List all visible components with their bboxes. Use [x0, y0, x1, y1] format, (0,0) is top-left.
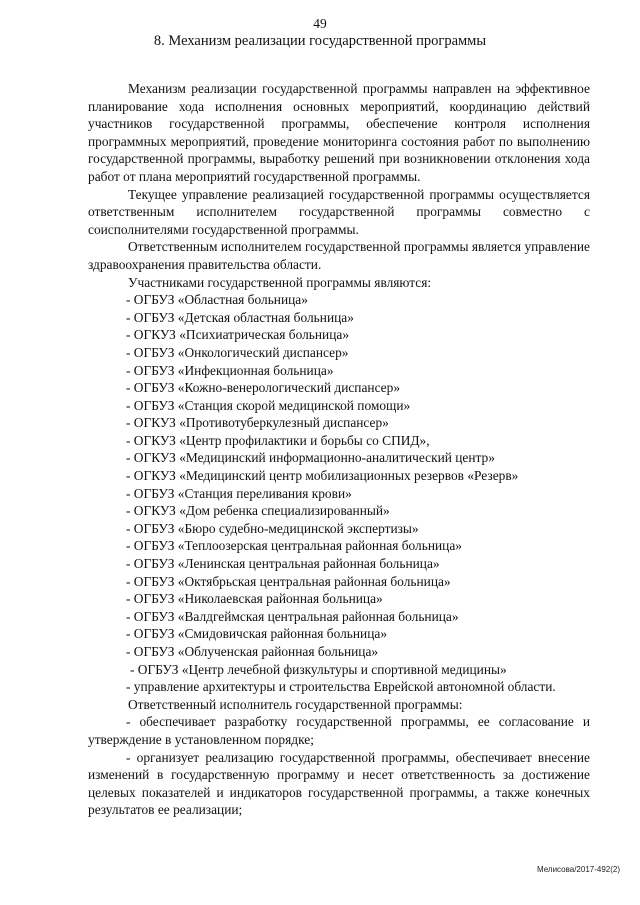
- paragraph-current-management: Текущее управление реализацией государственной программы осуществляется ответственным исполнителем государственной программы совместно с соисполнителями государственной программы.: [88, 186, 590, 237]
- list-item: - ОГКУЗ «Противотуберкулезный диспансер»: [126, 415, 389, 431]
- list-item: - ОГКУЗ «Медицинский центр мобилизационных резервов «Резерв»: [126, 468, 519, 484]
- list-item: - ОГКУЗ «Дом ребенка специализированный»: [126, 503, 390, 519]
- list-item: - ОГКУЗ «Психиатрическая больница»: [126, 327, 350, 343]
- list-item: - ОГКУЗ «Медицинский информационно-аналитический центр»: [126, 450, 495, 466]
- list-item: - ОГБУЗ «Станция переливания крови»: [126, 485, 352, 501]
- list-item: - ОГБУЗ «Станция скорой медицинской помощи»: [126, 397, 411, 413]
- paragraph-responsible-executor: Ответственным исполнителем государственной программы является управление здравоохранения правительства области.: [88, 239, 590, 272]
- participants-list: [88, 291, 590, 678]
- executor-intro: Ответственный исполнитель государственной программы:: [128, 696, 463, 712]
- list-item: - ОГБУЗ «Теплоозерская центральная районная больница»: [126, 538, 462, 554]
- list-item: - ОГБУЗ «Ленинская центральная районная больница»: [126, 556, 440, 572]
- participants-intro: Участниками государственной программы являются:: [128, 274, 432, 290]
- list-item: - ОГКУЗ «Центр профилактики и борьбы со СПИД»,: [126, 432, 430, 448]
- list-item: - ОГБУЗ «Инфекционная больница»: [126, 362, 334, 378]
- participants-last-item: - управление архитектуры и строительства Еврейской автономной области.: [126, 679, 556, 695]
- list-item: - ОГБУЗ «Центр лечебной физкультуры и спортивной медицины»: [130, 661, 507, 677]
- list-item: - ОГБУЗ «Смидовичская районная больница»: [126, 626, 388, 642]
- list-item: - ОГБУЗ «Облученская районная больница»: [126, 644, 379, 659]
- list-item: - ОГБУЗ «Валдгеймская центральная районная больница»: [126, 608, 459, 624]
- paragraph-mechanism: Механизм реализации государственной программы направлен на эффективное планирование хода исполнения основных мероприятий, координацию действий участников государственной программы, обеспечение контроля исполнения программных мероприятий, проведение мониторинга состояния работ по выполнению государственной программы, выработку решений при возникновении отклонения хода работ от плана мероприятий государственной программы.: [88, 81, 590, 184]
- list-item: - ОГБУЗ «Областная больница»: [126, 292, 308, 308]
- executor-duty: - организует реализацию государственной программы, обеспечивает внесение изменений в государственную программу и несет ответственность за достижение целевых показателей и индикаторов государственной программы, а также конечных результатов ее реализации;: [88, 749, 590, 818]
- footer-code: Мелисова/2017-492(2): [536, 865, 620, 874]
- document-body: [88, 80, 590, 819]
- list-item: - ОГБУЗ «Детская областная больница»: [126, 309, 354, 325]
- list-item: - ОГБУЗ «Октябрьская центральная районная больница»: [126, 573, 451, 589]
- executor-duty: - обеспечивает разработку государственной программы, ее согласование и утверждение в установленном порядке;: [88, 714, 590, 747]
- page-number: 49: [313, 16, 327, 31]
- section-heading: 8. Механизм реализации государственной программы: [153, 33, 487, 49]
- list-item: - ОГБУЗ «Кожно-венерологический диспансер»: [126, 380, 401, 396]
- list-item: - ОГБУЗ «Онкологический диспансер»: [126, 344, 349, 360]
- list-item: - ОГБУЗ «Бюро судебно-медицинской экспертизы»: [126, 520, 419, 536]
- list-item: - ОГБУЗ «Николаевская районная больница»: [126, 591, 383, 607]
